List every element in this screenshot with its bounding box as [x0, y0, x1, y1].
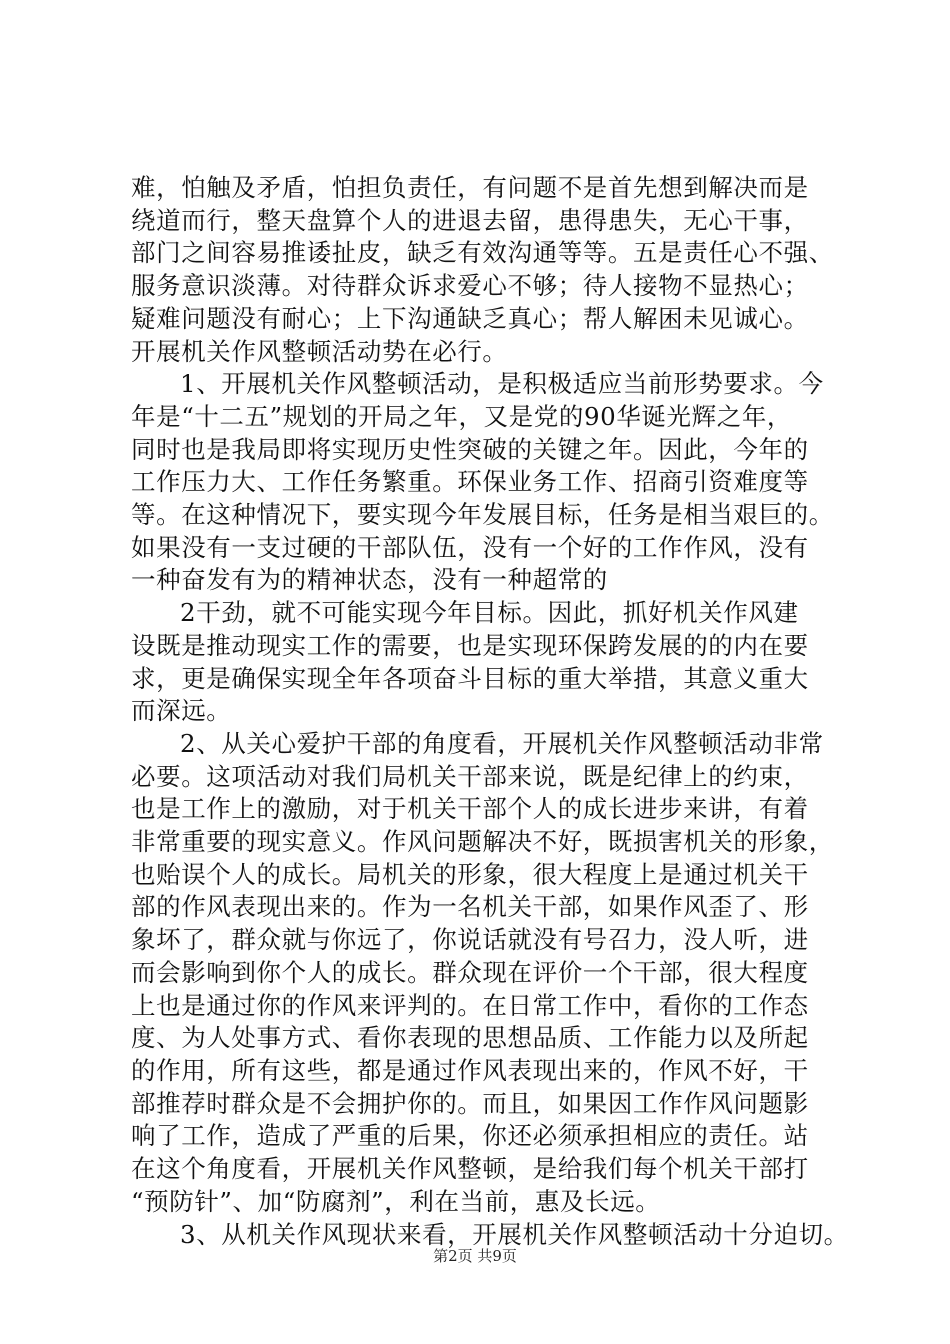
text-line: 绕道而行，整天盘算个人的进退去留，患得患失，无心干事， — [131, 205, 809, 235]
text-line: 开展机关作风整顿活动势在必行。 — [131, 336, 508, 366]
text-line: 上也是通过你的作风来评判的。在日常工作中，看你的工作态 — [131, 990, 809, 1020]
text-line: 部的作风表现出来的。作为一名机关干部，如果作风歪了、形 — [131, 892, 809, 922]
text-line: 必要。这项活动对我们局机关干部来说，既是纪律上的约束， — [131, 761, 809, 791]
paragraph-start-line: 2、从关心爱护干部的角度看，开展机关作风整顿活动非常 — [180, 728, 824, 758]
text-line: 如果没有一支过硬的干部队伍，没有一个好的工作作风，没有 — [131, 532, 809, 562]
text-line: 求，更是确保实现全年各项奋斗目标的重大举措，其意义重大 — [131, 663, 809, 693]
document-body — [131, 172, 851, 1251]
page-footer — [0, 1245, 950, 1266]
text-line: 部门之间容易推诿扯皮，缺乏有效沟通等等。五是责任心不强、 — [131, 238, 834, 268]
paragraph-start-line: 1、开展机关作风整顿活动，是积极适应当前形势要求。今 — [180, 369, 824, 399]
page-number-label: 第2页 共9页 — [433, 1247, 517, 1265]
text-line: 也贻误个人的成长。局机关的形象，很大程度上是通过机关干 — [131, 859, 809, 889]
text-line: 疑难问题没有耐心；上下沟通缺乏真心；帮人解困未见诚心。 — [131, 303, 809, 333]
text-line: 设既是推动现实工作的需要，也是实现环保跨发展的的内在要 — [131, 630, 809, 660]
text-line: 而会影响到你个人的成长。群众现在评价一个干部，很大程度 — [131, 957, 809, 987]
text-line: 等。在这种情况下，要实现今年发展目标，任务是相当艰巨的。 — [131, 500, 834, 530]
text-line: 服务意识淡薄。对待群众诉求爱心不够；待人接物不显热心； — [131, 271, 809, 301]
text-line: 难，怕触及矛盾，怕担负责任，有问题不是首先想到解决而是 — [131, 173, 809, 202]
text-line: 同时也是我局即将实现历史性突破的关键之年。因此，今年的 — [131, 434, 809, 464]
text-line: 的作用，所有这些，都是通过作风表现出来的，作风不好，干 — [131, 1055, 809, 1085]
text-line: 工作压力大、工作任务繁重。环保业务工作、招商引资难度等 — [131, 467, 809, 497]
text-line: “预防针”、加“防腐剂”，利在当前，惠及长远。 — [131, 1186, 661, 1216]
text-line: 一种奋发有为的精神状态，没有一种超常的 — [131, 565, 608, 595]
text-line: 也是工作上的激励，对于机关干部个人的成长进步来讲，有着 — [131, 794, 809, 824]
text-line: 部推荐时群众是不会拥护你的。而且，如果因工作作风问题影 — [131, 1088, 809, 1118]
text-line: 年是“十二五”规划的开局之年，又是党的90华诞光辉之年， — [131, 401, 793, 431]
paragraph-start-line: 3、从机关作风现状来看，开展机关作风整顿活动十分迫切。 — [180, 1219, 849, 1249]
text-line: 响了工作，造成了严重的后果，你还必须承担相应的责任。站 — [131, 1121, 809, 1151]
text-line: 度、为人处事方式、看你表现的思想品质、工作能力以及所起 — [131, 1023, 809, 1053]
text-line: 象坏了，群众就与你远了，你说话就没有号召力，没人听，进 — [131, 925, 809, 955]
text-line: 在这个角度看，开展机关作风整顿，是给我们每个机关干部打 — [131, 1154, 809, 1184]
text-line: 非常重要的现实意义。作风问题解决不好，既损害机关的形象， — [131, 827, 834, 857]
text-line: 而深远。 — [131, 696, 232, 726]
paragraph-start-line: 2干劲，就不可能实现今年目标。因此，抓好机关作风建 — [180, 598, 799, 628]
